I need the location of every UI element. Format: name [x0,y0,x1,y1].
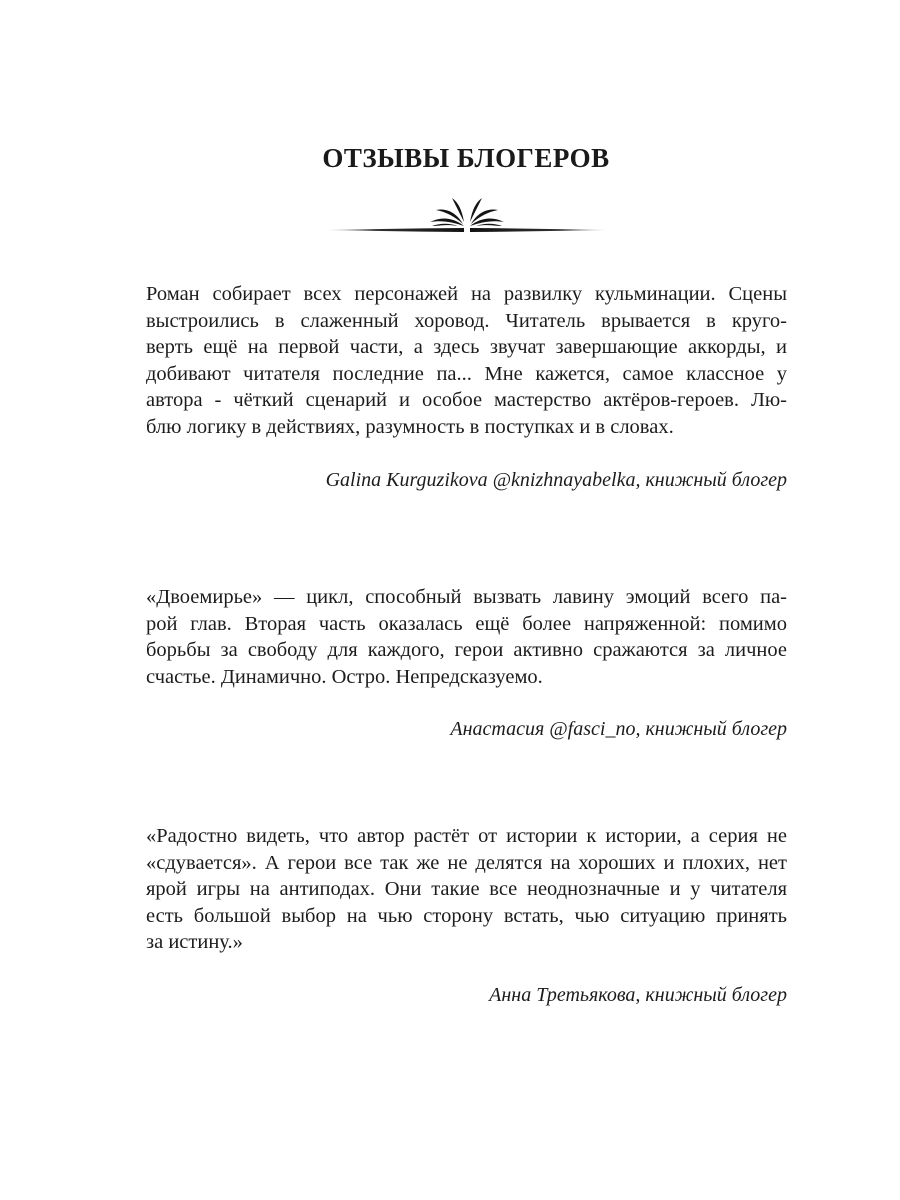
review-line: выстроились в слаженный хоровод. Читатель врывается в круго- [146,309,787,332]
review-line: автора - чёткий сценарий и особое мастерство актёров-героев. Лю- [146,389,787,412]
review-line: блю логику в действиях, разумность в поступках и в словах. [146,415,674,438]
review-line: Роман собирает всех персонажей на развилку кульминации. Сцены [146,283,787,305]
review-line: верть ещё на первой части, а здесь звучат завершающие аккорды, и [146,336,787,359]
review-line: за истину.» [146,931,243,954]
review-line: ярой игры на антиподах. Они такие все неоднозначные и у читателя [146,878,787,901]
review-text [146,584,787,690]
page-title: ОТЗЫВЫ БЛОГЕРОВ [322,143,610,173]
review-attribution: Galina Kurguzikova @knizhnayabelka, книжный блогер [325,468,787,491]
review-text [146,823,787,956]
review-attribution: Анастасия @fasci_no, книжный блогер [450,718,787,741]
review-line: «сдувается». А герои все так же не делятся на хороших и плохих, нет [146,851,787,874]
review-line: «Двоемирье» — цикл, способный вызвать лавину эмоций всего па- [146,586,787,608]
review-attribution: Анна Третьякова, книжный блогер [489,983,787,1006]
review-line: борьбы за свободу для каждого, герои активно сражаются за личное [146,639,787,662]
review-line: счастье. Динамично. Остро. Непредсказуемо. [146,665,543,688]
review-text [146,281,787,441]
leaf-flourish-divider-icon [326,196,608,238]
review-line: есть большой выбор на чью сторону встать, чью ситуацию принять [146,904,787,927]
review-line: добивают читателя последние па... Мне кажется, самое классное у [146,362,787,385]
review-line: «Радостно видеть, что автор растёт от истории к истории, а серия не [146,825,787,847]
review-block [146,584,787,741]
review-block [146,823,787,1007]
review-block [146,281,787,492]
review-line: рой глав. Вторая часть оказалась ещё более напряженной: помимо [146,612,787,635]
